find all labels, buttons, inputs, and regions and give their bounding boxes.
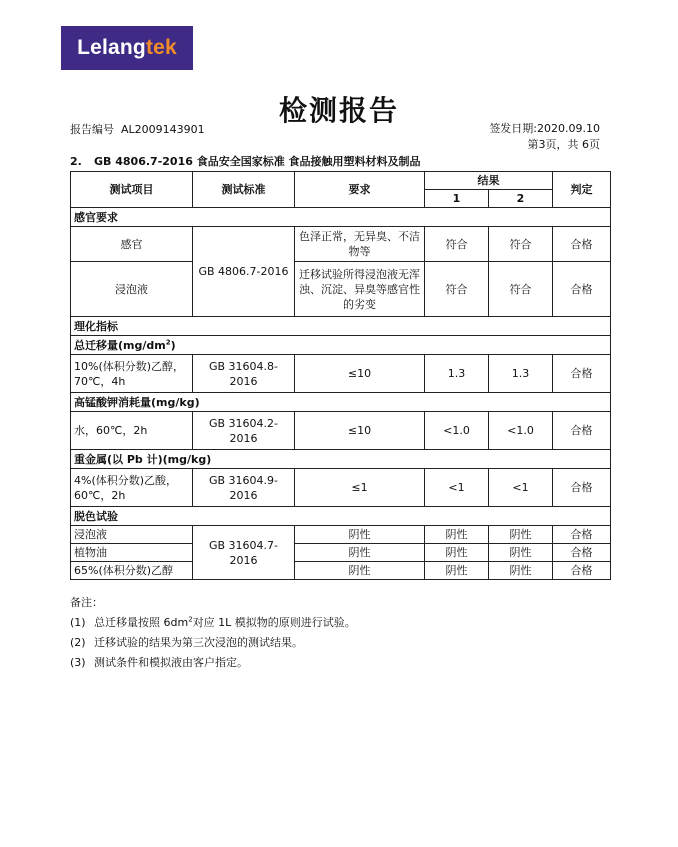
cell-result-2: <1.0	[489, 412, 553, 450]
migration-label: 总迁移量(mg/dm	[74, 338, 166, 352]
table-row	[71, 562, 611, 580]
cell-verdict: 合格	[553, 562, 611, 580]
section-title: GB 4806.7-2016 食品安全国家标准 食品接触用塑料材料及制品	[94, 155, 421, 168]
cell-requirement: ≤10	[295, 355, 425, 393]
cell-requirement: 迁移试验所得浸泡液无浑浊、沉淀、异臭等感官性的劣变	[295, 262, 425, 317]
cell-standard: GB 4806.7-2016	[193, 227, 295, 317]
note-item	[70, 633, 356, 653]
note-number: (2)	[70, 636, 86, 649]
note-text: 测试条件和模拟液由客户指定。	[94, 656, 248, 669]
cell-item: 浸泡液	[71, 262, 193, 317]
cell-standard: GB 31604.8-2016	[193, 355, 295, 393]
cell-result-2: 1.3	[489, 355, 553, 393]
cell-verdict: 合格	[553, 544, 611, 562]
note-number: (3)	[70, 656, 86, 669]
company-logo	[61, 26, 193, 70]
report-meta	[489, 121, 600, 153]
note-text: 总迁移量按照 6dm	[94, 616, 189, 629]
cell-requirement: ≤1	[295, 469, 425, 507]
results-table	[70, 171, 611, 580]
migration-label-sup: 2	[165, 337, 171, 346]
cell-item: 10%(体积分数)乙醇，70℃，4h	[71, 355, 193, 393]
group-row-physchem	[71, 317, 611, 336]
cell-verdict: 合格	[553, 412, 611, 450]
header-requirement: 要求	[295, 172, 425, 208]
section-heading	[70, 153, 421, 169]
table-row	[71, 227, 611, 262]
cell-standard: GB 31604.7-2016	[193, 526, 295, 580]
cell-result-2: 阴性	[489, 562, 553, 580]
report-number	[70, 121, 205, 137]
cell-verdict: 合格	[553, 526, 611, 544]
cell-item: 水，60℃，2h	[71, 412, 193, 450]
report-title: 检测报告	[278, 94, 399, 127]
group-label-decolor: 脱色试验	[71, 507, 611, 526]
report-number-label: 报告编号	[70, 123, 114, 136]
cell-requirement: ≤10	[295, 412, 425, 450]
group-label-kmno4: 高锰酸钾消耗量(mg/kg)	[71, 393, 611, 412]
table-row	[71, 412, 611, 450]
note-text: 迁移试验的结果为第三次浸泡的测试结果。	[94, 636, 303, 649]
table-row	[71, 262, 611, 317]
header-result: 结果	[425, 172, 553, 190]
cell-item: 4%(体积分数)乙酸，60℃，2h	[71, 469, 193, 507]
cell-result-2: <1	[489, 469, 553, 507]
cell-requirement: 阴性	[295, 544, 425, 562]
cell-standard: GB 31604.9-2016	[193, 469, 295, 507]
header-result-1: 1	[425, 190, 489, 208]
note-number: (1)	[70, 616, 86, 629]
group-row-sensory	[71, 208, 611, 227]
logo-text-tek: tek	[145, 36, 177, 59]
cell-result-2: 阴性	[489, 526, 553, 544]
header-row	[71, 172, 611, 190]
cell-result-2: 阴性	[489, 544, 553, 562]
note-item	[70, 613, 356, 633]
cell-result-1: 符合	[425, 227, 489, 262]
cell-result-1: 符合	[425, 262, 489, 317]
table-row	[71, 355, 611, 393]
header-standard: 测试标准	[193, 172, 295, 208]
header-verdict: 判定	[553, 172, 611, 208]
group-label-migration	[71, 336, 611, 355]
section-number: 2.	[70, 155, 82, 168]
group-label-physchem: 理化指标	[71, 317, 611, 336]
cell-result-1: 1.3	[425, 355, 489, 393]
cell-verdict: 合格	[553, 227, 611, 262]
cell-verdict: 合格	[553, 355, 611, 393]
logo-text-lelang: Lelang	[77, 36, 146, 59]
note-item	[70, 653, 356, 673]
cell-verdict: 合格	[553, 469, 611, 507]
cell-item: 浸泡液	[71, 526, 193, 544]
cell-requirement: 阴性	[295, 562, 425, 580]
cell-result-1: 阴性	[425, 562, 489, 580]
header-item: 测试项目	[71, 172, 193, 208]
cell-item: 植物油	[71, 544, 193, 562]
group-row-kmno4	[71, 393, 611, 412]
note-text-end: 对应 1L 模拟物的原则进行试验。	[192, 616, 356, 629]
group-label-sensory: 感官要求	[71, 208, 611, 227]
cell-standard: GB 31604.2-2016	[193, 412, 295, 450]
page-info: 第3页，共 6页	[527, 138, 600, 151]
cell-item: 感官	[71, 227, 193, 262]
table-row	[71, 469, 611, 507]
group-row-heavy-metal	[71, 450, 611, 469]
report-number-value: AL2009143901	[121, 123, 205, 136]
cell-result-1: <1.0	[425, 412, 489, 450]
table-row	[71, 544, 611, 562]
cell-verdict: 合格	[553, 262, 611, 317]
table-row	[71, 526, 611, 544]
cell-result-2: 符合	[489, 262, 553, 317]
issue-date: 签发日期:2020.09.10	[489, 122, 600, 135]
cell-result-2: 符合	[489, 227, 553, 262]
cell-result-1: 阴性	[425, 544, 489, 562]
group-row-migration	[71, 336, 611, 355]
cell-result-1: 阴性	[425, 526, 489, 544]
notes-section	[70, 593, 356, 673]
cell-item: 65%(体积分数)乙醇	[71, 562, 193, 580]
group-row-decolor	[71, 507, 611, 526]
cell-result-1: <1	[425, 469, 489, 507]
migration-label-end: )	[170, 338, 176, 352]
cell-requirement: 阴性	[295, 526, 425, 544]
group-label-heavy-metal: 重金属(以 Pb 计)(mg/kg)	[71, 450, 611, 469]
note-text-sup: 2	[188, 615, 193, 624]
notes-title: 备注：	[70, 596, 103, 609]
cell-requirement: 色泽正常，无异臭、不洁物等	[295, 227, 425, 262]
header-result-2: 2	[489, 190, 553, 208]
